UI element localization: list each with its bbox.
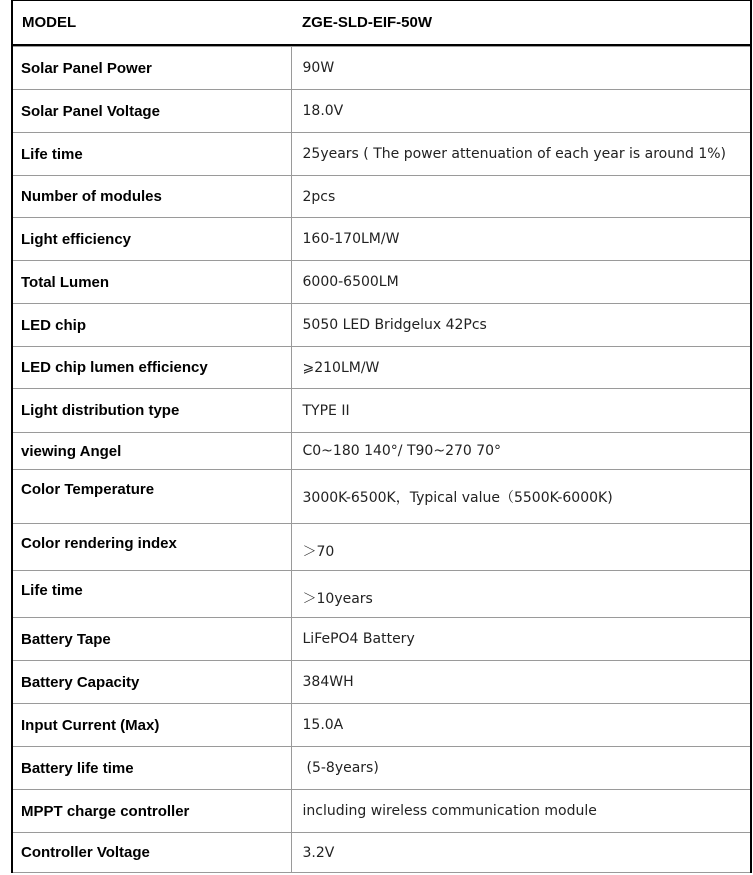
table-row <box>13 261 750 304</box>
model-value: ZGE-SLD-EIF-50W <box>302 14 432 31</box>
spec-value: 90W <box>291 47 750 90</box>
spec-value: (5-8years) <box>291 747 750 790</box>
spec-label: Light efficiency <box>13 218 291 261</box>
table-row <box>13 347 750 389</box>
table-row <box>13 833 750 873</box>
spec-value: including wireless communication module <box>291 790 750 833</box>
spec-label: MPPT charge controller <box>13 790 291 833</box>
spec-value: 384WH <box>291 661 750 704</box>
table-row <box>13 470 750 524</box>
spec-label: Color Temperature <box>13 470 291 524</box>
spec-value: C0~180 140°/ T90~270 70° <box>291 433 750 470</box>
spec-label: Life time <box>13 133 291 176</box>
spec-value: 25years ( The power attenuation of each year is around 1%) <box>291 133 750 176</box>
spec-label: Input Current (Max) <box>13 704 291 747</box>
spec-value: 3.2V <box>291 833 750 873</box>
spec-label: Solar Panel Voltage <box>13 90 291 133</box>
table-row <box>13 90 750 133</box>
spec-value: LiFePO4 Battery <box>291 618 750 661</box>
table-row <box>13 704 750 747</box>
spec-label: Life time <box>13 571 291 618</box>
table-row <box>13 176 750 218</box>
spec-value: ＞70 <box>291 524 750 571</box>
spec-value: 3000K-6500K，Typical value（5500K-6000K) <box>291 470 750 524</box>
table-row <box>13 747 750 790</box>
spec-value: 6000-6500LM <box>291 261 750 304</box>
table-header-row <box>13 0 750 46</box>
table-row <box>13 218 750 261</box>
spec-label: Controller Voltage <box>13 833 291 873</box>
table-row <box>13 524 750 571</box>
spec-value: 5050 LED Bridgelux 42Pcs <box>291 304 750 347</box>
table-row <box>13 571 750 618</box>
spec-value: ⩾210LM/W <box>291 347 750 389</box>
spec-table <box>13 46 750 873</box>
spec-label: Number of modules <box>13 176 291 218</box>
table-row <box>13 433 750 470</box>
spec-label: Light distribution type <box>13 389 291 433</box>
spec-label: Battery life time <box>13 747 291 790</box>
table-row <box>13 304 750 347</box>
spec-value: 160-170LM/W <box>291 218 750 261</box>
spec-label: Battery Tape <box>13 618 291 661</box>
spec-label: LED chip <box>13 304 291 347</box>
spec-value: 18.0V <box>291 90 750 133</box>
spec-label: viewing Angel <box>13 433 291 470</box>
table-row <box>13 790 750 833</box>
spec-label: Battery Capacity <box>13 661 291 704</box>
spec-value: 15.0A <box>291 704 750 747</box>
spec-sheet <box>11 0 752 873</box>
spec-label: Total Lumen <box>13 261 291 304</box>
spec-value: 2pcs <box>291 176 750 218</box>
spec-label: LED chip lumen efficiency <box>13 347 291 389</box>
table-row <box>13 133 750 176</box>
spec-label: Color rendering index <box>13 524 291 571</box>
spec-label: Solar Panel Power <box>13 47 291 90</box>
spec-value: ＞10years <box>291 571 750 618</box>
table-row <box>13 618 750 661</box>
table-row <box>13 661 750 704</box>
table-row <box>13 47 750 90</box>
table-row <box>13 389 750 433</box>
model-label: MODEL <box>22 14 77 31</box>
spec-value: TYPE II <box>291 389 750 433</box>
